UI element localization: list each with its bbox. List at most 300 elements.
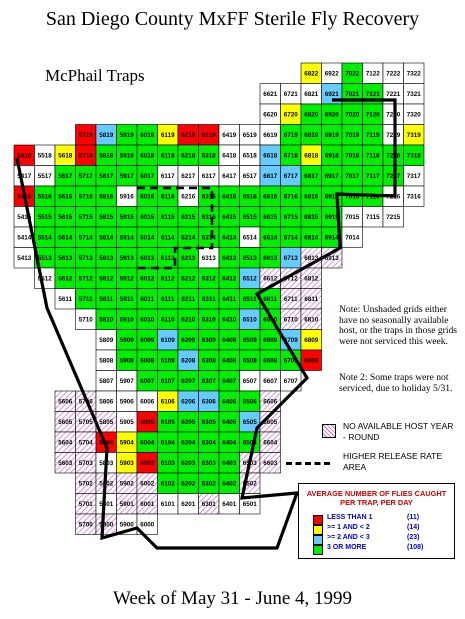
grid-cell-label: 5818	[99, 152, 114, 160]
grid-cell-label: 6308	[201, 357, 216, 365]
grid-cell-label: 7117	[365, 172, 380, 180]
grid-cell-label: 5900	[119, 521, 134, 529]
grid-cell-label: 7115	[365, 213, 380, 221]
grid-cell-label: 6513	[242, 254, 257, 262]
grid-cell-label: 5918	[119, 152, 134, 160]
grid-cell-label: 6009	[140, 336, 155, 344]
grid-cell-label: 5908	[119, 357, 134, 365]
grid-cell-label: 6408	[222, 357, 237, 365]
grid-cell-label: 6017	[140, 172, 155, 180]
grid-cell-label: 6206	[181, 398, 196, 406]
grid-cell-label: 7020	[345, 111, 360, 119]
grid-cell-label: 5807	[99, 377, 114, 385]
grid-cell-label: 5514	[37, 234, 52, 242]
grid-cell-label: 5712	[78, 275, 93, 283]
grid-cell-label: 5805	[99, 418, 114, 426]
grid-cell-label: 5714	[78, 234, 93, 242]
grid-cell-label: 6202	[181, 480, 196, 488]
grid-cell-label: 6709	[283, 336, 298, 344]
grid-cell-label: 6013	[140, 254, 155, 262]
grid-cell-label: 6019	[140, 131, 155, 139]
grid-cell-label: 6921	[324, 90, 339, 98]
grid-cell-label: 6914	[324, 234, 339, 242]
grid-cell-label: 7019	[345, 131, 360, 139]
grid-cell-label: 6002	[140, 480, 155, 488]
grid-cell-label: 6917	[324, 172, 339, 180]
grid-cell-label: 6607	[263, 377, 278, 385]
grid-cell-label: 6318	[201, 152, 216, 160]
grid-cell-label: 5710	[78, 316, 93, 324]
grid-cell-label: 5700	[78, 521, 93, 529]
grid-cell-label: 6411	[222, 295, 237, 303]
grid-cell-label: 6617	[263, 172, 278, 180]
grid-cell-label: 6309	[201, 336, 216, 344]
grid-cell-label: 6107	[160, 377, 175, 385]
grid-cell-label: 6404	[222, 439, 237, 447]
note-unshaded: Note: Unshaded grids either have no seasonally available host, or the traps in those grids were not serviced this week.	[339, 304, 458, 347]
grid-cell-label: 5703	[78, 459, 93, 467]
grid-cell-label: 6618	[263, 152, 278, 160]
grid-cell-label: 6005	[140, 418, 155, 426]
grid-cell-label: 5418	[17, 152, 32, 160]
grid-cell-label: 6619	[263, 131, 278, 139]
grid-cell-label: 6612	[263, 275, 278, 283]
grid-cell-label: 6415	[222, 213, 237, 221]
grid-cell-label: 6808	[304, 357, 319, 365]
grid-cell-label: 6606	[263, 398, 278, 406]
grid-cell-label: 6418	[222, 152, 237, 160]
legend-dash-swatch	[286, 462, 330, 465]
grid-cell-label: 5917	[119, 172, 134, 180]
grid-cell-label: 5413	[17, 254, 32, 262]
grid-cell-label: 5512	[37, 275, 52, 283]
grid-cell-label: 6303	[201, 459, 216, 467]
grid-cell-label: 5809	[99, 336, 114, 344]
week-footer: Week of May 31 - June 4, 1999	[112, 588, 353, 609]
legend-heading: AVERAGE NUMBER OF FLIES CAUGHT PER TRAP, PER DAY	[306, 489, 447, 507]
grid-cell-label: 6105	[160, 418, 175, 426]
grid-cell-label: 5819	[99, 131, 114, 139]
grid-cell-label: 6603	[263, 459, 278, 467]
grid-cell-label: 6711	[283, 295, 298, 303]
grid-cell-label: 6209	[181, 336, 196, 344]
grid-cell-label: 7215	[386, 213, 401, 221]
grid-cell-label: 6516	[242, 193, 257, 201]
grid-cell-label: 6417	[222, 172, 237, 180]
grid-cell-label: 6717	[283, 172, 298, 180]
grid-cell-label: 6201	[181, 500, 196, 508]
grid-cell-label: 5816	[99, 193, 114, 201]
grid-cell-label: 6518	[242, 152, 257, 160]
grid-cell-label: 6103	[160, 459, 175, 467]
grid-cell-label: 5804	[99, 439, 114, 447]
grid-cell-label: 6609	[263, 336, 278, 344]
grid-cell-label: 7122	[365, 70, 380, 78]
grid-cell-label: 5806	[99, 398, 114, 406]
grid-cell-label: 6412	[222, 275, 237, 283]
grid-cell-label: 5615	[58, 213, 73, 221]
note-holiday: Note 2: Some traps were not serviced, due to holiday 5/31.	[339, 372, 453, 394]
grid-cell-label: 6302	[201, 480, 216, 488]
grid-cell-label: 6416	[222, 193, 237, 201]
grid-cell-label: 7017	[345, 172, 360, 180]
grid-cell-label: 6014	[140, 234, 155, 242]
grid-cell-label: 7015	[345, 213, 360, 221]
grid-cell-label: 5717	[78, 172, 93, 180]
grid-cell-label: 6816	[304, 193, 319, 201]
grid-cell-label: 6610	[263, 316, 278, 324]
grid-cell-label: 7221	[386, 90, 401, 98]
grid-cell-label: 5616	[58, 193, 73, 201]
grid-cell-label: 6101	[160, 500, 175, 508]
grid-cell-label: 5907	[119, 377, 134, 385]
grid-cell-label: 5617	[58, 172, 73, 180]
grid-cell-label: 7121	[365, 90, 380, 98]
grid-cell-label: 6510	[242, 316, 257, 324]
grid-cell-label: 6409	[222, 336, 237, 344]
grid-cell-label: 6820	[304, 111, 319, 119]
grid-cell-label: 6114	[160, 234, 175, 242]
grid-cell-label: 6809	[304, 336, 319, 344]
grid-cell-label: 6916	[324, 193, 339, 201]
grid-cell-label: 6216	[181, 193, 196, 201]
grid-cell-label: 7022	[345, 70, 360, 78]
legend-hatch-swatch	[322, 424, 336, 438]
grid-cell-label: 6205	[181, 418, 196, 426]
grid-cell-label: 6707	[283, 377, 298, 385]
grid-cell-label: 6315	[201, 213, 216, 221]
grid-cell-label: 5604	[58, 439, 73, 447]
grid-cell-label: 6712	[283, 275, 298, 283]
grid-cell-label: 5911	[119, 295, 134, 303]
grid-cell-label: 6306	[201, 398, 216, 406]
grid-cell-label: 5416	[17, 193, 32, 201]
grid-cell-label: 7118	[365, 152, 380, 160]
grid-cell-label: 7319	[406, 131, 421, 139]
grid-cell-label: 6011	[140, 295, 155, 303]
grid-cell-label: 6413	[222, 254, 237, 262]
grid-cell-label: 7119	[365, 131, 380, 139]
grid-cell-label: 6015	[140, 213, 155, 221]
grid-cell-label: 6515	[242, 213, 257, 221]
grid-cell-label: 6000	[140, 521, 155, 529]
grid-cell-label: 5715	[78, 213, 93, 221]
grid-cell-label: 7220	[386, 111, 401, 119]
grid-cell-label: 7321	[406, 90, 421, 98]
grid-cell-label: 7322	[406, 70, 421, 78]
grid-cell-label: 6214	[181, 234, 196, 242]
grid-cell-label: 6008	[140, 357, 155, 365]
grid-cell-label: 6211	[181, 295, 196, 303]
grid-cell-label: 6405	[222, 418, 237, 426]
legend-row-red: LESS THAN 1 (11)	[313, 514, 443, 524]
grid-cell-label: 6616	[263, 193, 278, 201]
grid-cell-label: 5702	[78, 480, 93, 488]
grid-cell-label: 6509	[242, 336, 257, 344]
grid-cell-label: 5902	[119, 480, 134, 488]
grid-cell-label: 6104	[160, 439, 175, 447]
grid-cell-label: 6304	[201, 439, 216, 447]
grid-cell-label: 6210	[181, 316, 196, 324]
grid-cell-label: 6001	[140, 500, 155, 508]
grid-cell-label: 5912	[119, 275, 134, 283]
grid-cell-label: 6714	[283, 234, 298, 242]
grid-cell-label: 6620	[263, 111, 278, 119]
grid-cell-label: 7016	[345, 193, 360, 201]
grid-cell-label: 5613	[58, 254, 73, 262]
grid-cell-label: 5811	[99, 295, 114, 303]
grid-cell-label: 7219	[386, 131, 401, 139]
grid-cell-label: 6604	[263, 439, 278, 447]
grid-cell-label: 6109	[160, 336, 175, 344]
grid-cell-label: 6004	[140, 439, 155, 447]
grid-cell-label: 6819	[304, 131, 319, 139]
grid-cell-label: 6720	[283, 111, 298, 119]
grid-cell-label: 6117	[160, 172, 175, 180]
grid-cell-label: 5919	[119, 131, 134, 139]
grid-cell-label: 6508	[242, 357, 257, 365]
grid-cell-label: 5808	[99, 357, 114, 365]
grid-cell-label: 6611	[263, 295, 278, 303]
grid-cell-label: 5701	[78, 500, 93, 508]
grid-cell-label: 7317	[406, 172, 421, 180]
grid-cell-label: 5516	[37, 193, 52, 201]
grid-cell-label: 5515	[37, 213, 52, 221]
grid-cell-label: 6407	[222, 377, 237, 385]
grid-cell-label: 6213	[181, 254, 196, 262]
legend-row-cyan: >= 2 AND < 3 (23)	[313, 534, 443, 544]
grid-cell-label: 6215	[181, 213, 196, 221]
grid-cell-label: 5414	[17, 234, 32, 242]
grid-cell-label: 6212	[181, 275, 196, 283]
grid-cell-label: 6821	[304, 90, 319, 98]
grid-cell-label: 6319	[201, 131, 216, 139]
grid-cell-label: 6403	[222, 459, 237, 467]
grid-cell-label: 5901	[119, 500, 134, 508]
grid-cell-label: 5713	[78, 254, 93, 262]
grid-cell-label: 6519	[242, 131, 257, 139]
grid-cell-label: 6708	[283, 357, 298, 365]
grid-cell-label: 6115	[160, 213, 175, 221]
grid-cell-label: 6311	[201, 295, 216, 303]
grid-cell-label: 5711	[78, 295, 93, 303]
grid-cell-label: 5913	[119, 254, 134, 262]
grid-cell-label: 6710	[283, 316, 298, 324]
grid-cell-label: 6502	[242, 480, 257, 488]
average-legend	[298, 483, 455, 559]
grid-cell-label: 6316	[201, 193, 216, 201]
grid-cell-label: 6012	[140, 275, 155, 283]
grid-cell-label: 7217	[386, 172, 401, 180]
grid-cell-label: 7318	[406, 152, 421, 160]
legend-release-area: HIGHER RELEASE RATE AREA	[343, 451, 443, 472]
grid-cell-label: 6812	[304, 275, 319, 283]
grid-cell-label: 6112	[160, 275, 175, 283]
grid-cell-label: 6517	[242, 172, 257, 180]
grid-cell-label: 6401	[222, 500, 237, 508]
grid-cell-label: 6621	[263, 90, 278, 98]
grid-cell-label: 6218	[181, 152, 196, 160]
grid-cell-label: 6814	[304, 234, 319, 242]
grid-cell-label: 5518	[37, 152, 52, 160]
grid-cell-label: 7222	[386, 70, 401, 78]
grid-cell-label: 6614	[263, 234, 278, 242]
grid-cell-label: 5603	[58, 459, 73, 467]
grid-cell-label: 5716	[78, 193, 93, 201]
legend-row-green: 3 OR MORE (108)	[313, 544, 443, 554]
grid-cell-label: 6713	[283, 254, 298, 262]
grid-cell-label: 6007	[140, 377, 155, 385]
grid-cell-label: 5618	[58, 152, 73, 160]
grid-cell-label: 6307	[201, 377, 216, 385]
grid-cell-label: 6301	[201, 500, 216, 508]
grid-cell-label: 6919	[324, 131, 339, 139]
grid-cell-label: 6317	[201, 172, 216, 180]
grid-cell-label: 6815	[304, 213, 319, 221]
grid-cell-label: 7018	[345, 152, 360, 160]
grid-cell-label: 5903	[119, 459, 134, 467]
grid-cell-label: 6512	[242, 275, 257, 283]
grid-cell-label: 6818	[304, 152, 319, 160]
grid-cell-label: 6615	[263, 213, 278, 221]
grid-cell-label: 7320	[406, 111, 421, 119]
grid-cell-label: 7216	[386, 193, 401, 201]
grid-cell-label: 6608	[263, 357, 278, 365]
grid-cell-label: 6810	[304, 316, 319, 324]
grid-cell-label: 5904	[119, 439, 134, 447]
grid-cell-label: 5415	[17, 213, 32, 221]
grid-cell-label: 6504	[242, 439, 257, 447]
grid-cell-label: 6208	[181, 357, 196, 365]
grid-cell-label: 5810	[99, 316, 114, 324]
grid-cell-label: 5718	[78, 152, 93, 160]
grid-cell-label: 5605	[58, 418, 73, 426]
grid-cell-label: 6716	[283, 193, 298, 201]
legend-no-host: NO AVAILABLE HOST YEAR - ROUND	[343, 421, 454, 442]
legend-swatch-green	[313, 545, 323, 555]
grid-cell-label: 6817	[304, 172, 319, 180]
grid-cell-label: 5802	[99, 480, 114, 488]
grid-cell-label: 6204	[181, 439, 196, 447]
grid-cell-label: 6219	[181, 131, 196, 139]
grid-cell-label: 6920	[324, 111, 339, 119]
legend-row-yellow: >= 1 AND < 2 (14)	[313, 524, 443, 534]
grid-cell-label: 6501	[242, 500, 257, 508]
grid-cell-label: 6402	[222, 480, 237, 488]
grid-cell-label: 5905	[119, 418, 134, 426]
grid-cell-label: 6119	[160, 131, 175, 139]
grid-cell-label: 5606	[58, 398, 73, 406]
grid-cell-label: 5706	[78, 398, 93, 406]
grid-cell-label: 6110	[160, 316, 175, 324]
grid-cell-label: 5813	[99, 254, 114, 262]
grid-cell-label: 5513	[37, 254, 52, 262]
grid-cell-label: 6312	[201, 275, 216, 283]
grid-cell-label: 5814	[99, 234, 114, 242]
grid-cell-label: 6018	[140, 152, 155, 160]
grid-cell-label: 6217	[181, 172, 196, 180]
grid-cell-label: 5800	[99, 521, 114, 529]
grid-cell-label: 6913	[324, 254, 339, 262]
grid-cell-label: 6811	[304, 295, 319, 303]
grid-cell-label: 6113	[160, 254, 175, 262]
grid-cell-label: 7021	[345, 90, 360, 98]
grid-cell-label: 5915	[119, 213, 134, 221]
grid-cell-label: 6305	[201, 418, 216, 426]
grid-cell-label: 5914	[119, 234, 134, 242]
grid-cell-label: 6506	[242, 398, 257, 406]
grid-cell-label: 6102	[160, 480, 175, 488]
grid-cell-label: 6822	[304, 70, 319, 78]
grid-cell-label: 6203	[181, 459, 196, 467]
grid-cell-label: 6514	[242, 234, 257, 242]
grid-cell-label: 5517	[37, 172, 52, 180]
grid-cell-label: 7316	[406, 193, 421, 201]
grid-cell-label: 6207	[181, 377, 196, 385]
grid-cell-label: 6010	[140, 316, 155, 324]
grid-cell-label: 6106	[160, 398, 175, 406]
grid-cell-label: 5705	[78, 418, 93, 426]
grid-cell-label: 5801	[99, 500, 114, 508]
grid-cell-label: 5611	[58, 295, 73, 303]
grid-cell-label: 6118	[160, 152, 175, 160]
grid-cell-label: 6313	[201, 254, 216, 262]
grid-cell-label: 5909	[119, 336, 134, 344]
grid-cell-label: 6719	[283, 131, 298, 139]
grid-cell-label: 5612	[58, 275, 73, 283]
grid-cell-label: 5704	[78, 439, 93, 447]
grid-cell-label: 6922	[324, 70, 339, 78]
grid-cell-label: 6718	[283, 152, 298, 160]
grid-cell-label: 6511	[242, 295, 257, 303]
grid-cell-label: 6419	[222, 131, 237, 139]
traps-subtitle: McPhail Traps	[45, 66, 145, 85]
grid-cell-label: 5906	[119, 398, 134, 406]
grid-cell-label: 7014	[345, 234, 360, 242]
grid-cell-label: 5614	[58, 234, 73, 242]
grid-cell-label: 6505	[242, 418, 257, 426]
grid-cell-label: 5719	[78, 131, 93, 139]
grid-cell-label: 6410	[222, 316, 237, 324]
grid-cell-label: 6406	[222, 398, 237, 406]
grid-cell-label: 6605	[263, 418, 278, 426]
grid-cell-label: 6813	[304, 254, 319, 262]
grid-cell-label: 5812	[99, 275, 114, 283]
grid-cell-label: 6111	[161, 295, 175, 303]
grid-cell-label: 6016	[140, 193, 155, 201]
grid-cell-label: 6715	[283, 213, 298, 221]
grid-cell-label: 5817	[99, 172, 114, 180]
grid-cell-label: 6503	[242, 459, 257, 467]
grid-cell-label: 6310	[201, 316, 216, 324]
grid-cell-label: 5815	[99, 213, 114, 221]
grid-cell-label: 7116	[365, 193, 380, 201]
grid-cell-label: 6918	[324, 152, 339, 160]
grid-cell-label: 6003	[140, 459, 155, 467]
map-title: San Diego County MxFF Sterile Fly Recovery	[45, 8, 420, 30]
grid-cell-label: 6314	[201, 234, 216, 242]
grid-cell-label: 6006	[140, 398, 155, 406]
grid-cell-label: 5803	[99, 459, 114, 467]
grid-cell-label: 6915	[324, 213, 339, 221]
grid-cell-label: 5916	[119, 193, 134, 201]
grid-cell-label: 6721	[283, 90, 298, 98]
grid-cell-label: 6507	[242, 377, 257, 385]
grid-cell-label: 6108	[160, 357, 175, 365]
grid-cell-label: 6613	[263, 254, 278, 262]
grid-cell-label: 6414	[222, 234, 237, 242]
grid-cell-label: 7120	[365, 111, 380, 119]
